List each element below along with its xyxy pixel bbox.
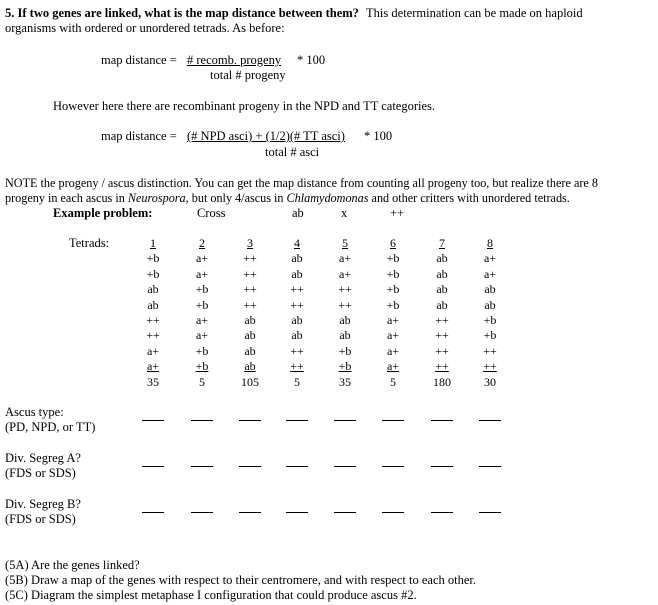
spore-genotype: ++ xyxy=(338,297,352,312)
spore-genotype: a+ xyxy=(338,266,352,281)
spore-genotype: +b xyxy=(146,266,160,281)
spore-genotype: ab xyxy=(244,328,256,343)
spore-genotype: ab xyxy=(291,266,303,281)
spore-genotype: ab xyxy=(436,282,448,297)
spore-genotype: ++ xyxy=(338,282,352,297)
intro-line-2: organisms with ordered or unordered tetrads. As before: xyxy=(5,21,285,35)
tetrad-column-1 xyxy=(138,236,168,390)
intro-line-1 xyxy=(5,6,583,21)
spore-genotype: ++ xyxy=(243,266,257,281)
spore-genotype: ++ xyxy=(146,328,160,343)
spore-genotype: ab xyxy=(484,297,496,312)
formula2-denominator: total # asci xyxy=(265,145,320,159)
example-parent-2: ++ xyxy=(390,206,405,220)
div-segreg-a-label: Div. Segreg A? xyxy=(5,451,81,465)
spore-genotype: ++ xyxy=(290,359,304,374)
tetrad-count: 180 xyxy=(433,374,451,389)
div-segreg-b-blank-1[interactable] xyxy=(142,512,164,513)
div-segreg-b-blank-7[interactable] xyxy=(431,512,453,513)
spore-genotype: +b xyxy=(195,359,209,374)
div-segreg-b-blank-5[interactable] xyxy=(334,512,356,513)
ascus-type-blank-1[interactable] xyxy=(142,420,164,421)
spore-genotype: ab xyxy=(244,359,256,374)
ascus-type-blank-8[interactable] xyxy=(479,420,501,421)
spore-genotype: +b xyxy=(483,328,497,343)
spore-genotype: a+ xyxy=(338,251,352,266)
spore-genotype: ++ xyxy=(290,297,304,312)
tetrad-number: 3 xyxy=(247,236,253,250)
formula2-lhs: map distance = xyxy=(101,129,177,143)
tetrad-column-6 xyxy=(378,236,408,390)
spore-genotype: ab xyxy=(291,328,303,343)
spore-genotype: +b xyxy=(195,297,209,312)
tetrad-number: 5 xyxy=(342,236,348,250)
div-segreg-a-blank-4[interactable] xyxy=(286,466,308,467)
neurospora-italic: Neurospora xyxy=(127,191,186,205)
div-segreg-b-options: (FDS or SDS) xyxy=(5,512,76,526)
spore-genotype: ab xyxy=(484,282,496,297)
tetrad-count: 35 xyxy=(339,374,351,389)
tetrad-column-4 xyxy=(282,236,312,390)
spore-genotype: ab xyxy=(291,251,303,266)
tetrad-count: 5 xyxy=(199,374,205,389)
spore-genotype: a+ xyxy=(146,359,160,374)
spore-genotype: ++ xyxy=(290,343,304,358)
spore-genotype: ++ xyxy=(435,343,449,358)
spore-genotype: +b xyxy=(195,282,209,297)
spore-genotype: ab xyxy=(291,313,303,328)
div-segreg-a-blank-5[interactable] xyxy=(334,466,356,467)
spore-genotype: a+ xyxy=(146,343,160,358)
question-5-text: This determination can be made on haploid xyxy=(366,6,583,20)
spore-genotype: +b xyxy=(338,359,352,374)
tetrad-number: 8 xyxy=(487,236,493,250)
ascus-type-blank-6[interactable] xyxy=(382,420,404,421)
formula2-times: * 100 xyxy=(364,129,393,143)
tetrad-column-8 xyxy=(475,236,505,390)
tetrad-number: 6 xyxy=(390,236,396,250)
example-cross: Cross xyxy=(197,206,226,220)
spore-genotype: ++ xyxy=(435,359,449,374)
tetrad-count: 5 xyxy=(390,374,396,389)
spore-genotype: ++ xyxy=(146,313,160,328)
spore-genotype: ab xyxy=(339,313,351,328)
spore-genotype: ab xyxy=(147,297,159,312)
spore-genotype: ab xyxy=(244,313,256,328)
tetrad-column-3 xyxy=(235,236,265,390)
tetrad-number: 1 xyxy=(150,236,156,250)
spore-genotype: ++ xyxy=(435,313,449,328)
div-segreg-a-blank-2[interactable] xyxy=(191,466,213,467)
spore-genotype: +b xyxy=(386,251,400,266)
spore-genotype: a+ xyxy=(386,343,400,358)
example-problem-label: Example problem: xyxy=(53,206,153,220)
tetrad-count: 5 xyxy=(294,374,300,389)
tetrad-column-7 xyxy=(427,236,457,390)
spore-genotype: ab xyxy=(436,297,448,312)
chlamydomonas-italic: Chlamydomonas xyxy=(286,191,369,205)
however-text: However here there are recombinant progeny in the NPD and TT categories. xyxy=(53,99,436,113)
spore-genotype: a+ xyxy=(195,313,209,328)
spore-genotype: a+ xyxy=(386,328,400,343)
formula1-times: * 100 xyxy=(297,53,326,67)
tetrad-count: 105 xyxy=(241,374,259,389)
question-5-heading: 5. If two genes are linked, what is the map distance between them? xyxy=(5,6,359,20)
spore-genotype: +b xyxy=(386,266,400,281)
tetrad-count: 35 xyxy=(147,374,159,389)
div-segreg-b-blank-4[interactable] xyxy=(286,512,308,513)
div-segreg-a-blank-7[interactable] xyxy=(431,466,453,467)
note-line-2: progeny in each ascus in Neurospora, but only 4/ascus in Chlamydomonas and other critters with unordered tetrads. xyxy=(5,191,570,205)
spore-genotype: +b xyxy=(338,343,352,358)
div-segreg-b-blank-3[interactable] xyxy=(239,512,261,513)
tetrad-column-2 xyxy=(187,236,217,390)
spore-genotype: +b xyxy=(386,282,400,297)
div-segreg-b-blank-6[interactable] xyxy=(382,512,404,513)
ascus-type-options: (PD, NPD, or TT) xyxy=(5,420,96,434)
formula1-numerator: # recomb. progeny xyxy=(187,53,282,67)
div-segreg-a-blank-8[interactable] xyxy=(479,466,501,467)
spore-genotype: ab xyxy=(436,251,448,266)
tetrad-number: 2 xyxy=(199,236,205,250)
spore-genotype: +b xyxy=(386,297,400,312)
tetrads-label: Tetrads: xyxy=(69,236,110,250)
spore-genotype: ab xyxy=(147,282,159,297)
spore-genotype: ++ xyxy=(290,282,304,297)
spore-genotype: +b xyxy=(146,251,160,266)
ascus-type-blank-2[interactable] xyxy=(191,420,213,421)
spore-genotype: +b xyxy=(483,313,497,328)
tetrad-number: 4 xyxy=(294,236,300,250)
div-segreg-a-blank-3[interactable] xyxy=(239,466,261,467)
spore-genotype: ab xyxy=(436,266,448,281)
div-segreg-b-blank-8[interactable] xyxy=(479,512,501,513)
spore-genotype: a+ xyxy=(195,266,209,281)
tetrad-column-5 xyxy=(330,236,360,390)
spore-genotype: ++ xyxy=(435,328,449,343)
spore-genotype: a+ xyxy=(483,251,497,266)
example-parent-1: ab xyxy=(292,206,304,220)
question-5a: (5A) Are the genes linked? xyxy=(5,558,140,572)
question-5c: (5C) Diagram the simplest metaphase I configuration that could produce ascus #2. xyxy=(5,588,417,602)
note-line-1: NOTE the progeny / ascus distinction. You can get the map distance from counting all progeny too, but realize there are 8 xyxy=(5,176,598,190)
ascus-type-blank-4[interactable] xyxy=(286,420,308,421)
spore-genotype: ab xyxy=(339,328,351,343)
example-x: x xyxy=(341,206,348,220)
ascus-type-blank-7[interactable] xyxy=(431,420,453,421)
div-segreg-a-blank-1[interactable] xyxy=(142,466,164,467)
spore-genotype: ++ xyxy=(483,359,497,374)
spore-genotype: ++ xyxy=(243,297,257,312)
formula1-lhs: map distance = xyxy=(101,53,177,67)
formula2-numerator: (# NPD asci) + (1/2)(# TT asci) xyxy=(187,129,345,143)
ascus-type-blank-3[interactable] xyxy=(239,420,261,421)
spore-genotype: a+ xyxy=(195,251,209,266)
div-segreg-a-options: (FDS or SDS) xyxy=(5,466,76,480)
spore-genotype: ++ xyxy=(243,282,257,297)
div-segreg-b-blank-2[interactable] xyxy=(191,512,213,513)
spore-genotype: a+ xyxy=(195,328,209,343)
spore-genotype: a+ xyxy=(386,313,400,328)
spore-genotype: +b xyxy=(195,343,209,358)
spore-genotype: ab xyxy=(244,343,256,358)
div-segreg-a-blank-6[interactable] xyxy=(382,466,404,467)
question-5b: (5B) Draw a map of the genes with respect to their centromere, and with respect to each other. xyxy=(5,573,477,587)
spore-genotype: a+ xyxy=(483,266,497,281)
ascus-type-blank-5[interactable] xyxy=(334,420,356,421)
ascus-type-label: Ascus type: xyxy=(5,405,64,419)
tetrad-count: 30 xyxy=(484,374,496,389)
spore-genotype: ++ xyxy=(243,251,257,266)
tetrad-number: 7 xyxy=(439,236,445,250)
spore-genotype: a+ xyxy=(386,359,400,374)
spore-genotype: ++ xyxy=(483,343,497,358)
div-segreg-b-label: Div. Segreg B? xyxy=(5,497,81,511)
formula1-denominator: total # progeny xyxy=(210,68,286,82)
